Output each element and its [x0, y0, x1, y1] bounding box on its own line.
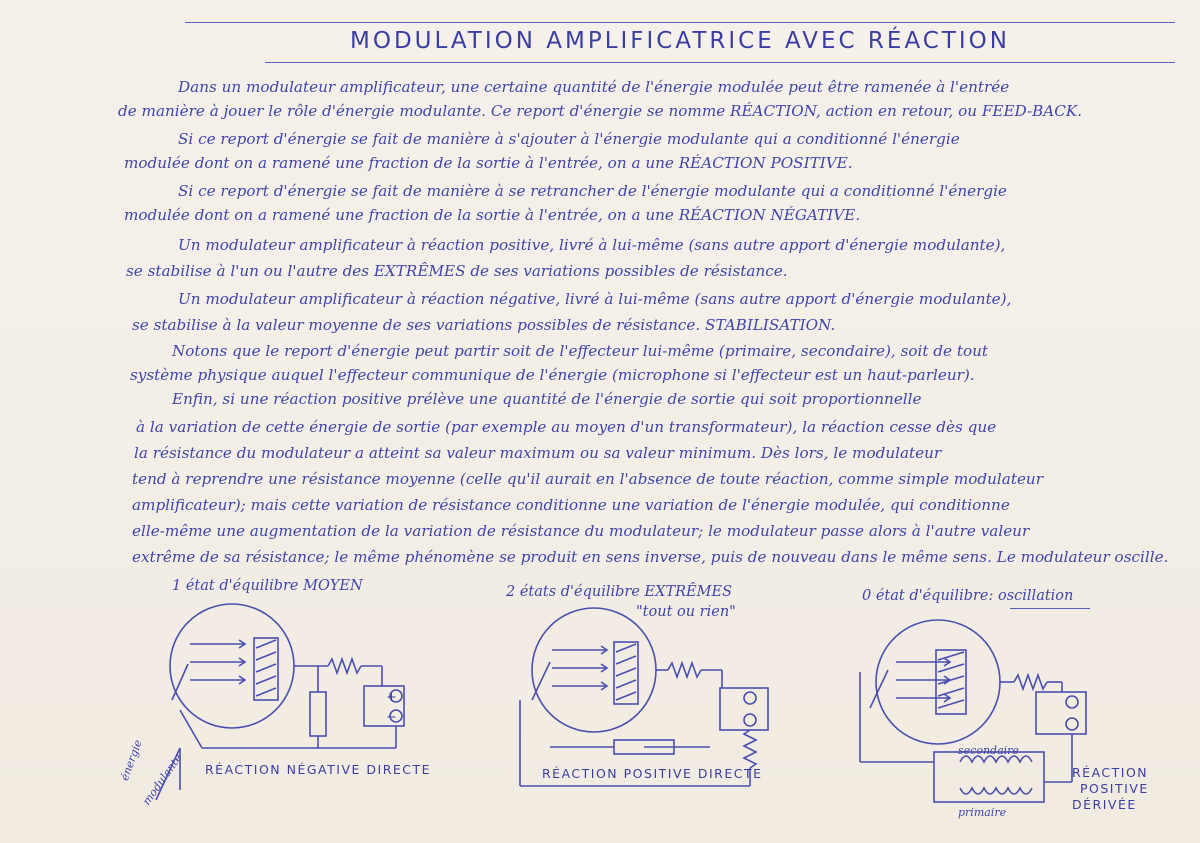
text-line: Un modulateur amplificateur à réaction positive, livré à lui-même (sans autre apport d'énergie modulante), — [178, 236, 1006, 254]
plus-symbol: + — [386, 690, 397, 705]
diagram-3-label-line-1: RÉACTION — [1072, 765, 1149, 780]
page-title: MODULATION AMPLIFICATRICE AVEC RÉACTION — [350, 28, 1010, 54]
diagram-1-caption: 1 état d'équilibre MOYEN — [172, 578, 363, 594]
text-line: Enfin, si une réaction positive prélève une quantité de l'énergie de sortie qui soit proportionnelle — [172, 390, 922, 408]
diagram-3-derived-feedback — [850, 612, 1110, 827]
text-line: système physique auquel l'effecteur communique de l'énergie (microphone si l'effecteur est un haut-parleur). — [130, 366, 975, 384]
text-line: modulée dont on a ramené une fraction de la sortie à l'entrée, on a une RÉACTION NÉGATIVE. — [124, 206, 861, 224]
text-line: Notons que le report d'énergie peut partir soit de l'effecteur lui-même (primaire, secondaire), soit de tout — [172, 342, 988, 360]
top-rule — [185, 22, 1175, 23]
diagram-1-label: RÉACTION NÉGATIVE DIRECTE — [205, 762, 432, 777]
minus-symbol: − — [386, 710, 397, 725]
text-line: Dans un modulateur amplificateur, une certaine quantité de l'énergie modulée peut être ramenée à l'entrée — [178, 78, 1010, 96]
primary-coil-label: primaire — [958, 806, 1007, 819]
text-line: Un modulateur amplificateur à réaction négative, livré à lui-même (sans autre apport d'énergie modulante), — [178, 290, 1012, 308]
text-line: la résistance du modulateur a atteint sa valeur maximum ou sa valeur minimum. Dès lors, le modulateur — [134, 444, 942, 462]
text-line: amplificateur); mais cette variation de résistance conditionne une variation de l'énergie modulée, qui conditionne — [132, 496, 1010, 514]
secondary-coil-label: secondaire — [958, 744, 1019, 757]
diagram-3-label-line-2: POSITIVE — [1080, 781, 1149, 796]
oscillation-underline — [1010, 608, 1090, 609]
text-line: de manière à jouer le rôle d'énergie modulante. Ce report d'énergie se nomme RÉACTION, action en retour, ou FEED-BACK. — [118, 102, 1083, 120]
text-line: Si ce report d'énergie se fait de manière à se retrancher de l'énergie modulante qui a conditionné l'énergie — [178, 182, 1007, 200]
text-line: tend à reprendre une résistance moyenne (celle qu'il aurait en l'absence de toute réaction, comme simple modulateur — [132, 470, 1043, 488]
text-line: extrême de sa résistance; le même phénomène se produit en sens inverse, puis de nouveau dans le même sens. Le modulateur oscille. — [132, 548, 1169, 566]
diagram-2-caption: 2 états d'équilibre EXTRÊMES — [506, 584, 732, 600]
title-underline — [265, 62, 1175, 63]
text-line: elle-même une augmentation de la variation de résistance du modulateur; le modulateur passe alors à l'autre valeur — [132, 522, 1030, 540]
diagram-3-label-line-3: DÉRIVÉE — [1072, 797, 1137, 812]
text-line: se stabilise à la valeur moyenne de ses variations possibles de résistance. STABILISATION. — [132, 316, 836, 334]
modulating-label: modulante — [140, 751, 185, 808]
diagram-3-caption: 0 état d'équilibre: oscillation — [862, 588, 1074, 604]
diagram-2-label: RÉACTION POSITIVE DIRECTE — [542, 766, 763, 781]
diagram-2-subcaption: "tout ou rien" — [636, 604, 736, 620]
energy-label: énergie — [118, 738, 145, 783]
text-line: Si ce report d'énergie se fait de manière à s'ajouter à l'énergie modulante qui a conditionné l'énergie — [178, 130, 960, 148]
text-line: à la variation de cette énergie de sortie (par exemple au moyen d'un transformateur), la réaction cesse dès que — [136, 418, 997, 436]
text-line: se stabilise à l'un ou l'autre des EXTRÊMES de ses variations possibles de résistance. — [126, 262, 788, 280]
text-line: modulée dont on a ramené une fraction de la sortie à l'entrée, on a une RÉACTION POSITIVE. — [124, 154, 853, 172]
